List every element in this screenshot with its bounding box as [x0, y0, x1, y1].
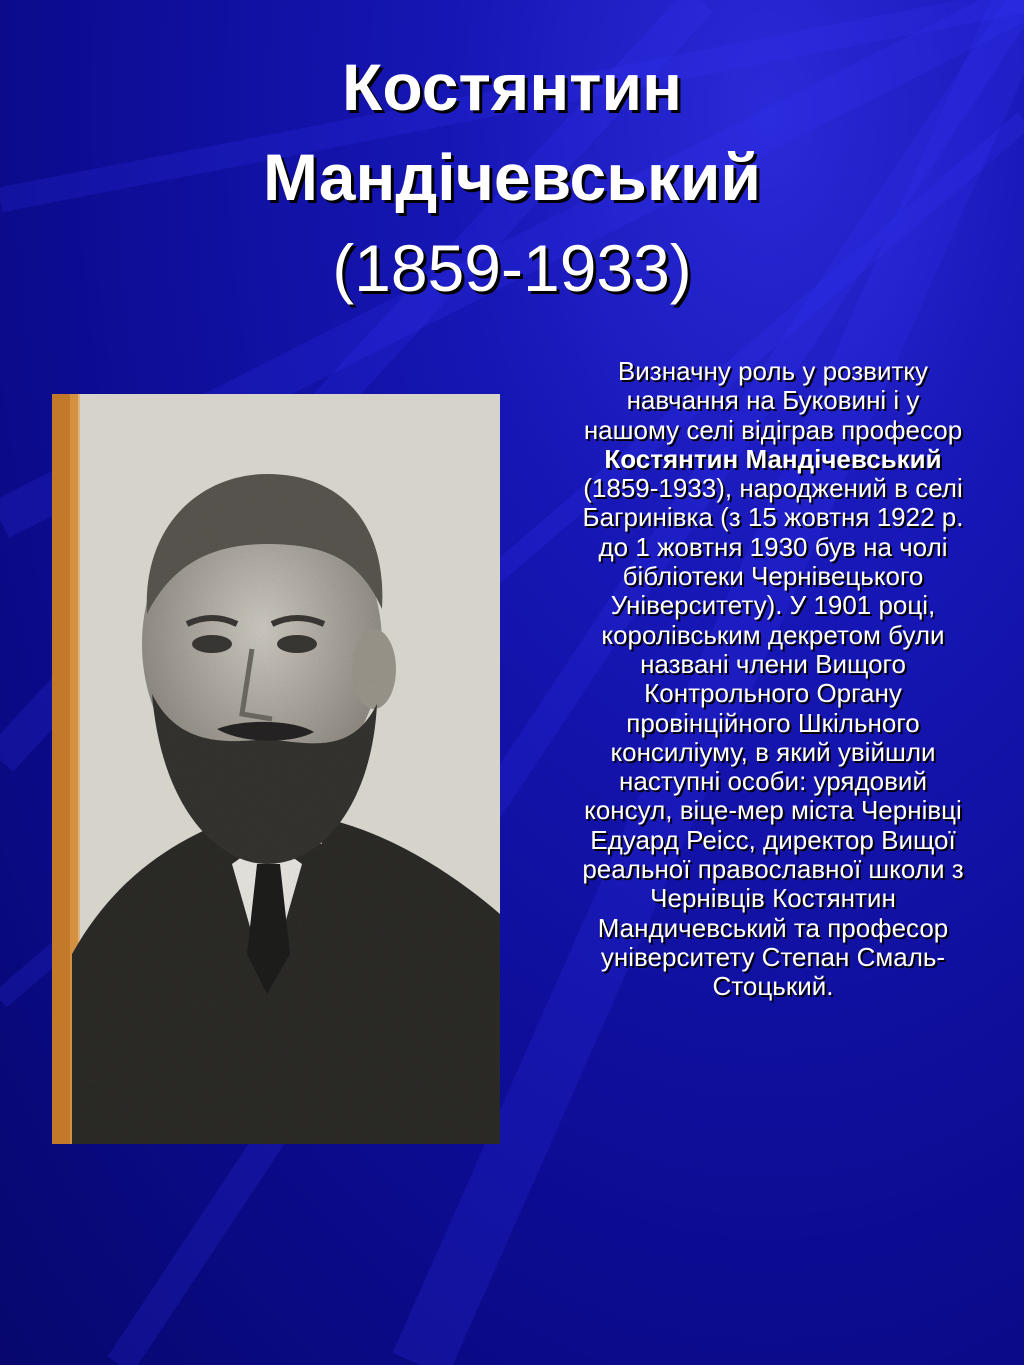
biography-rest: (1859-1933), народжений в селі Багринівка (з 15 жовтня 1922 р. до 1 жовтня 1930 був на чолі бібліотеки Чернівецького Університету). У 1901 році, королівським декретом були названі члени Вищого Контрольного Органу провінційного Шкільного консиліуму, в який увійшли наступні особи: урядовий консул, віце-мер міста Чернівці Едуард Реісс, директор Вищої реальної православної школи з Чернівців Костянтин Мандичевський та професор університету Степан Смаль-Стоцький.	[582, 473, 964, 1002]
biography-intro: Визначну роль у розвитку навчання на Буковині і у нашому селі відіграв професор	[583, 356, 963, 445]
title-last-name: Мандічевський	[263, 140, 761, 214]
biography-text	[578, 357, 968, 1002]
slide-title	[0, 42, 1024, 314]
title-years: (1859-1933)	[332, 231, 692, 305]
title-first-name: Костянтин	[342, 50, 682, 124]
biography-name-bold: Костянтин Мандічевський	[604, 443, 942, 474]
portrait-photo	[52, 394, 500, 1144]
portrait-image	[52, 394, 500, 1144]
